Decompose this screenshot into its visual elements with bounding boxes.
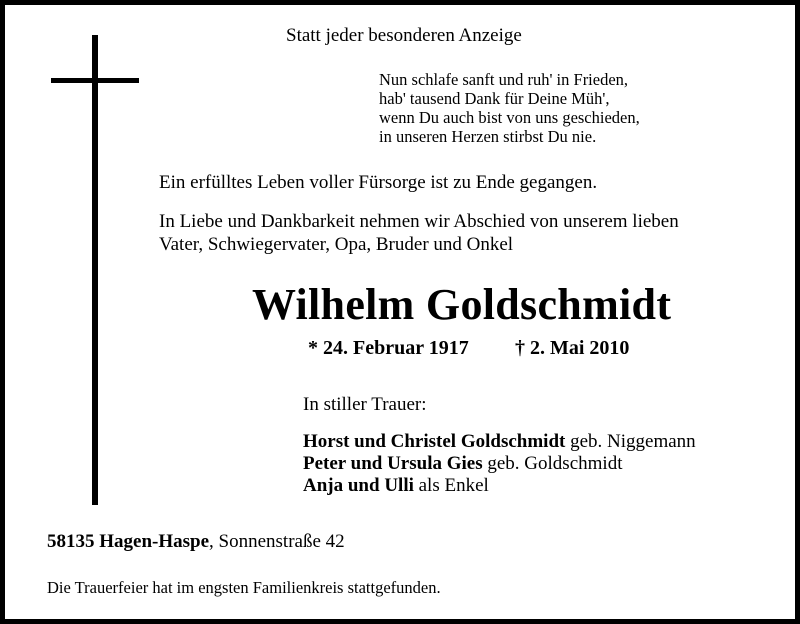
mourner-entry — [303, 431, 696, 453]
farewell-line: Vater, Schwiegervater, Opa, Bruder und Onkel — [159, 234, 514, 255]
deceased-name: Wilhelm Goldschmidt — [252, 280, 672, 329]
address — [47, 531, 345, 553]
mourners-list — [303, 431, 696, 497]
mourner-entry — [303, 475, 696, 497]
address-city: 58135 Hagen-Haspe — [47, 531, 210, 552]
address-street: , Sonnenstraße 42 — [209, 531, 345, 552]
death-date: † 2. Mai 2010 — [515, 337, 630, 359]
poem-line: Nun schlafe sanft und ruh' in Frieden, — [379, 70, 629, 89]
cross-icon-bar — [51, 78, 139, 83]
mourner-entry — [303, 453, 696, 475]
poem — [379, 70, 640, 146]
mourner-names: Peter und Ursula Gies — [303, 453, 483, 474]
footer-note: Die Trauerfeier hat im engsten Familienkreis stattgefunden. — [47, 578, 441, 597]
mourner-detail: als Enkel — [413, 475, 489, 496]
mourner-names: Horst und Christel Goldschmidt — [303, 431, 566, 452]
cross-icon — [92, 35, 98, 505]
farewell-paragraph — [159, 210, 679, 256]
poem-line: hab' tausend Dank für Deine Müh', — [379, 89, 610, 108]
mourning-intro: In stiller Trauer: — [303, 394, 427, 415]
poem-line: in unseren Herzen stirbst Du nie. — [379, 127, 597, 146]
intro-paragraph: Ein erfülltes Leben voller Fürsorge ist zu Ende gegangen. — [159, 172, 598, 193]
notice-header: Statt jeder besonderen Anzeige — [286, 25, 522, 46]
poem-line: wenn Du auch bist von uns geschieden, — [379, 108, 640, 127]
birth-date: * 24. Februar 1917 — [308, 337, 469, 359]
mourner-detail: geb. Goldschmidt — [482, 453, 623, 474]
mourner-detail: geb. Niggemann — [565, 431, 696, 452]
farewell-line: In Liebe und Dankbarkeit nehmen wir Abschied von unserem lieben — [159, 211, 679, 232]
mourner-names: Anja und Ulli — [303, 475, 414, 496]
